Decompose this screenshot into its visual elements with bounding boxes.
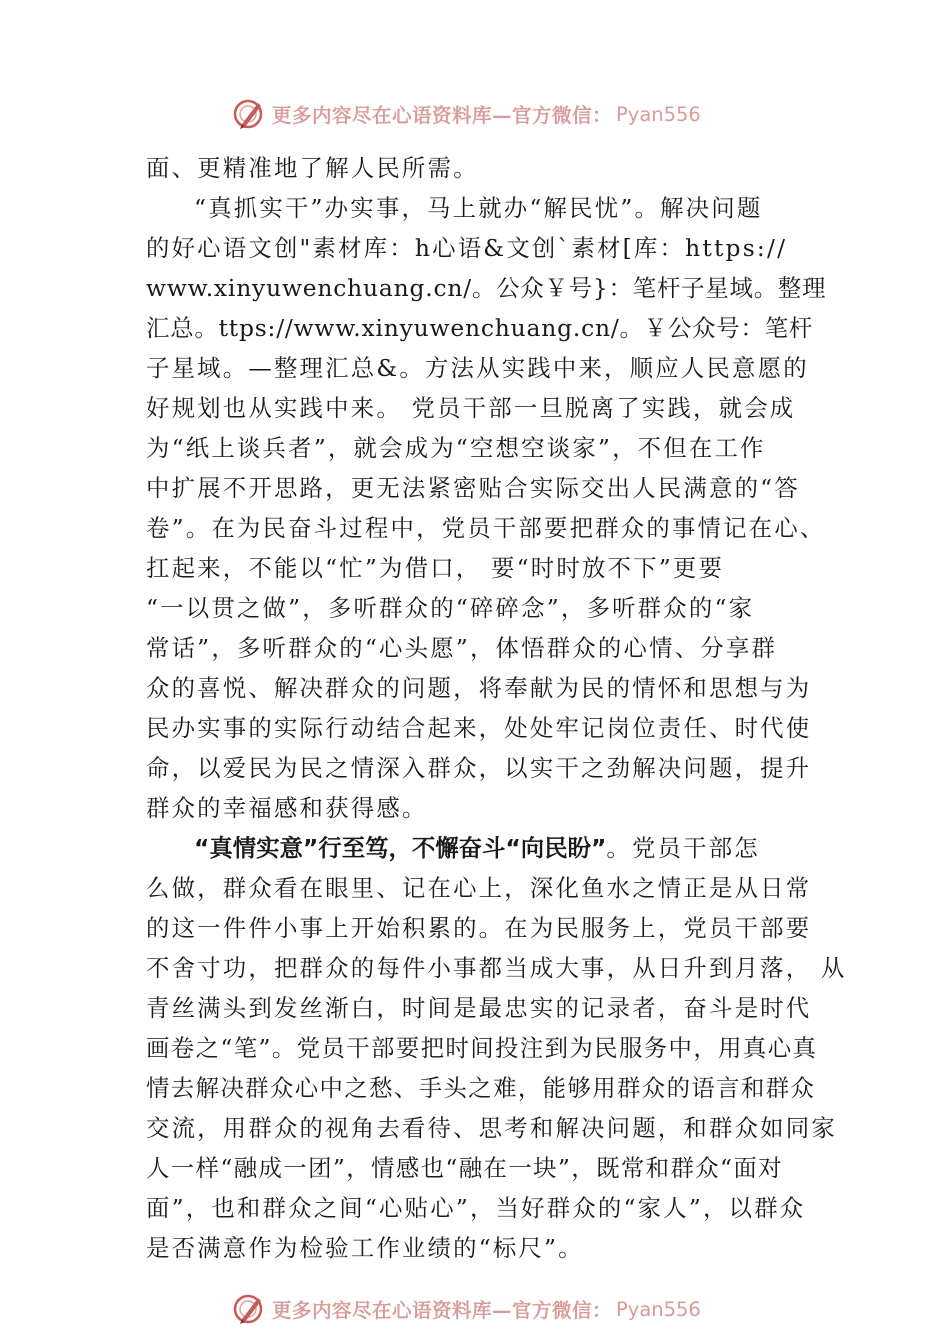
text-line: 好规划也从实践中来。 党员干部一旦脱离了实践，就会成 xyxy=(146,394,796,422)
text-line: 常话”，多听群众的“心头愿”，体悟群众的心情、分享群 xyxy=(146,634,778,662)
text-line: 交流，用群众的视角去看待、思考和解决问题，和群众如同家 xyxy=(146,1114,837,1142)
text-line-with-heading xyxy=(194,828,760,868)
text-line: 为“纸上谈兵者”，就会成为“空想空谈家”，不但在工作 xyxy=(146,434,766,462)
text-line: 众的喜悦、解决群众的问题，将奉献为民的情怀和思想与为 xyxy=(146,674,812,702)
banner-wechat-id: Pyan556 xyxy=(616,1297,701,1321)
text-line: 情去解决群众心中之愁、手头之难，能够用群众的语言和群众 xyxy=(146,1074,816,1102)
text-line: “一以贯之做”，多听群众的“碎碎念”，多听群众的“家 xyxy=(146,594,755,622)
banner-text: 更多内容尽在心语资料库—官方微信： xyxy=(272,1299,613,1322)
text-line: 民办实事的实际行动结合起来，处处牢记岗位责任、时代使 xyxy=(146,714,812,742)
banner-text: 更多内容尽在心语资料库—官方微信： xyxy=(272,104,613,127)
text-line: 扛起来，不能以“忙”为借口， 要“时时放不下”更要 xyxy=(146,554,725,582)
text-line: 不舍寸功，把群众的每件小事都当成大事，从日升到月落， 从 xyxy=(146,954,847,982)
text-line: 画卷之“笔”。党员干部要把时间投注到为民服务中，用真心真 xyxy=(146,1034,818,1062)
banner-wechat-id: Pyan556 xyxy=(616,102,701,126)
text-line: 的这一件件小事上开始积累的。在为民服务上，党员干部要 xyxy=(146,914,812,942)
text-line: “真抓实干”办实事，马上就办“解民忧”。解决问题 xyxy=(194,194,763,222)
pen-logo-icon xyxy=(232,97,266,131)
section-heading: “真情实意”行至笃，不懈奋斗“向民盼” xyxy=(194,834,607,862)
text-line: 中扩展不开思路，更无法紧密贴合实际交出人民满意的“答 xyxy=(146,474,800,502)
text-line: 命，以爱民为民之情深入群众，以实干之劲解决问题，提升 xyxy=(146,754,812,782)
text-line: www.xinyuwenchuang.cn/。公众￥号}：笔杆子星域。整理 xyxy=(146,274,827,302)
text-line-tail: 。党员干部怎 xyxy=(606,834,760,862)
text-line: 群众的幸福感和获得感。 xyxy=(146,794,428,822)
pen-logo-icon xyxy=(232,1292,266,1326)
text-line: 卷”。在为民奋斗过程中，党员干部要把群众的事情记在心、 xyxy=(146,514,826,542)
text-line: 么做，群众看在眼里、记在心上，深化鱼水之情正是从日常 xyxy=(146,874,812,902)
text-line: 面”，也和群众之间“心贴心”，当好群众的“家人”，以群众 xyxy=(146,1194,806,1222)
text-line: 人一样“融成一团”，情感也“融在一块”，既常和群众“面对 xyxy=(146,1154,783,1182)
text-line: 青丝满头到发丝渐白，时间是最忠实的记录者，奋斗是时代 xyxy=(146,994,812,1022)
text-line: 汇总。ttps://www.xinyuwenchuang.cn/。￥公众号：笔杆 xyxy=(146,314,814,342)
footer-banner xyxy=(232,1289,732,1329)
text-line: 面、更精准地了解人民所需。 xyxy=(146,154,479,182)
text-line: 是否满意作为检验工作业绩的“标尺”。 xyxy=(146,1234,584,1262)
text-line: 的好心语文创"素材库：h心语&文创`素材[库：https:// xyxy=(146,234,788,262)
header-banner xyxy=(232,94,732,134)
text-line: 子星域。—整理汇总&。方法从实践中来，顺应人民意愿的 xyxy=(146,354,809,382)
